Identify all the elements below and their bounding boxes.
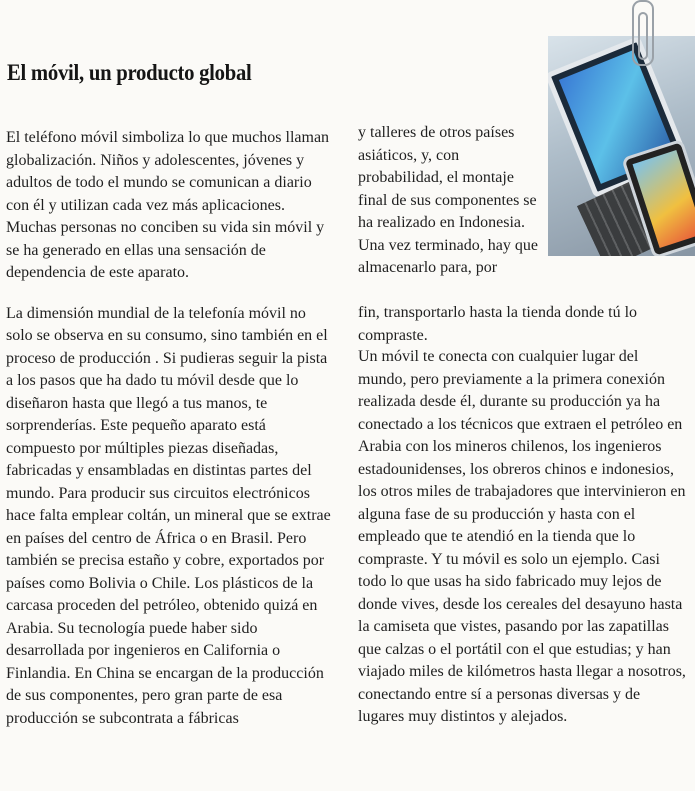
paragraph-production: La dimensión mundial de la telefonía móvil no solo se observa en su consumo, sino también en el proceso de producción . Si pudieras seguir la pista a los pasos que ha dado tu móvil desde que lo diseñaron hasta que llegó a tus manos, te sorprenderías. Este pequeño aparato está compuesto por múltiples piezas diseñadas, fabricadas y ensambladas en distintas partes del mundo. Para producir sus circuitos electrónicos hace falta emplear coltán, un mineral que se extrae en países del centro de África o en Brasil. Pero también se precisa estaño y cobre, exportados por países como Bolivia o Chile. Los plásticos de la carcasa proceden del petróleo, obtenido quizá en Arabia. Su tecnología puede haber sido desarrollada por ingenieros en California o Finlandia. En China se encargan de la producción de sus componentes, pero gran parte de esa producción se subcontrata a fábricas (6, 304, 331, 727)
devices-photo (548, 36, 695, 256)
right-column-wrapped (358, 122, 544, 280)
right-column-continuation-end (358, 302, 693, 347)
paragraph-continuation-end: fin, transportarlo hasta la tienda donde tú lo compraste. (358, 304, 638, 344)
right-column (358, 346, 688, 729)
paperclip-icon (632, 0, 654, 66)
article-title: El móvil, un producto global (7, 60, 252, 85)
paragraph-intro: El teléfono móvil simboliza lo que muchos llaman globalización. Niños y adolescentes, jóvenes y adultos de todo el mundo se comunican a diario con él y utilizan cada vez más aplicaciones. Muchas personas no conciben su vida sin móvil y se ha generado en ellas una sensación de dependencia de este aparato. (6, 129, 330, 281)
paragraph-connection: Un móvil te conecta con cualquier lugar del mundo, pero previamente a la primera conexión realizada desde él, durante su producción ya ha conectado a los técnicos que extraen el petróleo en Arabia con los mineros chilenos, los ingenieros estadounidenses, los obreros chinos e indonesios, los otros miles de trabajadores que intervinieron en alguna fase de su producción y hasta con el empleado que te atendió en la tienda que lo compraste. Y tu móvil es solo un ejemplo. Casi todo lo que usas ha sido fabricado muy lejos de donde vives, desde los cereales del desayuno hasta la camiseta que vistes, pasando por las zapatillas que calzas o el portátil con el que estudias; y han viajado miles de kilómetros hasta llegar a nosotros, conectando entre sí a personas diversas y de lugares muy distintos y alejados. (358, 348, 686, 725)
left-column (6, 127, 333, 730)
paragraph-continuation: y talleres de otros países asiáticos, y, con probabilidad, el montaje final de sus componentes se ha realizado en Indonesia. Una vez terminado, hay que almacenarlo para, por (358, 124, 538, 276)
